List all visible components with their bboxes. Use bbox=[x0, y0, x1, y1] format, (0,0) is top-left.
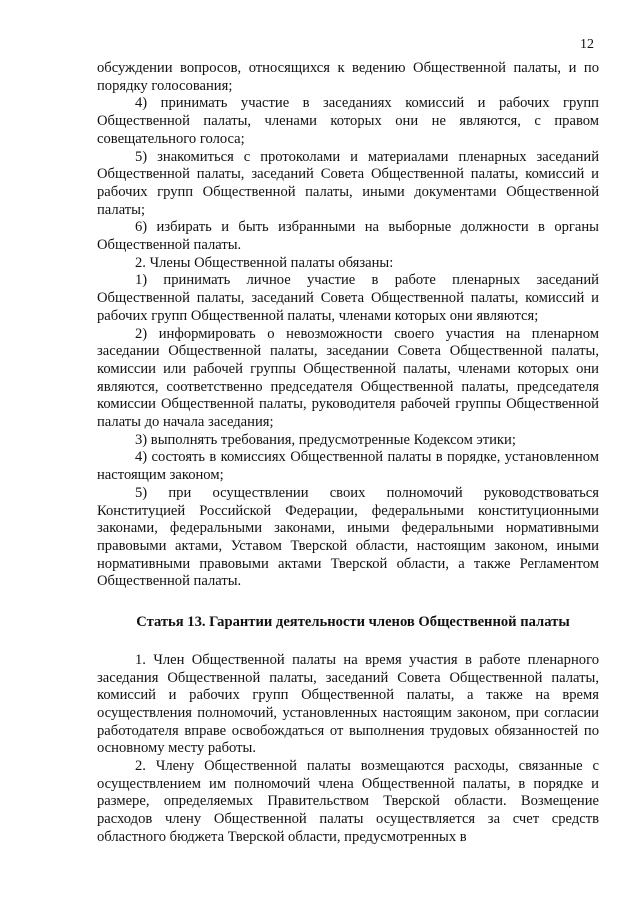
paragraph: 2. Члену Общественной палаты возмещаются расходы, связанные с осуществлением им полномочий члена Общественной палаты, в порядке и размере, определяемых Правительством Тверской области. Возмещение расходов члену Общественной палаты осуществляется за счет средств областного бюджета Тверской области, предусмотренных в bbox=[97, 758, 599, 845]
paragraph: обсуждении вопросов, относящихся к ведению Общественной палаты, и по порядку голосования; bbox=[97, 60, 599, 94]
article-12-continuation bbox=[97, 60, 599, 591]
document-body bbox=[97, 60, 599, 847]
paragraph: 5) при осуществлении своих полномочий руководствоваться Конституцией Российской Федерации, федеральными конституционными законами, федеральными законами, иными федеральными нормативными правовыми актами, Уставом Тверской области, настоящим законом, иными нормативными правовыми актами Тверской области, а также Регламентом Общественной палаты. bbox=[97, 484, 599, 590]
page-number: 12 bbox=[580, 37, 594, 52]
paragraph: 5) знакомиться с протоколами и материалами пленарных заседаний Общественной палаты, заседаний Совета Общественной палаты, комиссий и рабочих групп Общественной палаты, иными документами Общественной палаты; bbox=[97, 148, 599, 218]
article-13-body bbox=[97, 652, 599, 847]
paragraph: 4) состоять в комиссиях Общественной палаты в порядке, установленном настоящим законом; bbox=[97, 449, 599, 484]
paragraph: 4) принимать участие в заседаниях комиссий и рабочих групп Общественной палаты, членами которых они не являются, с правом совещательного голоса; bbox=[97, 95, 599, 147]
paragraph: 2. Члены Общественной палаты обязаны: bbox=[135, 254, 394, 271]
paragraph: 1) принимать личное участие в работе пленарных заседаний Общественной палаты, заседаний Совета Общественной палаты, комиссий и рабочих групп Общественной палаты, членами которых они являются; bbox=[97, 272, 599, 324]
paragraph: 3) выполнять требования, предусмотренные Кодексом этики; bbox=[135, 431, 516, 448]
paragraph: 2) информировать о невозможности своего участия на пленарном заседании Общественной палаты, заседании Совета Общественной палаты, комиссии или рабочей группы Общественной палаты, членами которых они являются, соответственно председателя Общественной палаты, председателя комиссии Общественной палаты, руководителя рабочей группы Общественной палаты до начала заседания; bbox=[97, 325, 599, 431]
paragraph: 6) избирать и быть избранными на выборные должности в органы Общественной палаты. bbox=[97, 219, 599, 254]
paragraph: 1. Член Общественной палаты на время участия в работе пленарного заседания Общественной палаты, заседаний Совета Общественной палаты, комиссий и рабочих групп Общественной палаты, а также на время осуществления полномочий, установленных настоящим законом, при согласии работодателя вправе освобождаться от выполнения трудовых обязанностей по основному месту работы. bbox=[97, 651, 599, 757]
article-heading: Статья 13. Гарантии деятельности членов Общественной палаты bbox=[136, 614, 570, 631]
